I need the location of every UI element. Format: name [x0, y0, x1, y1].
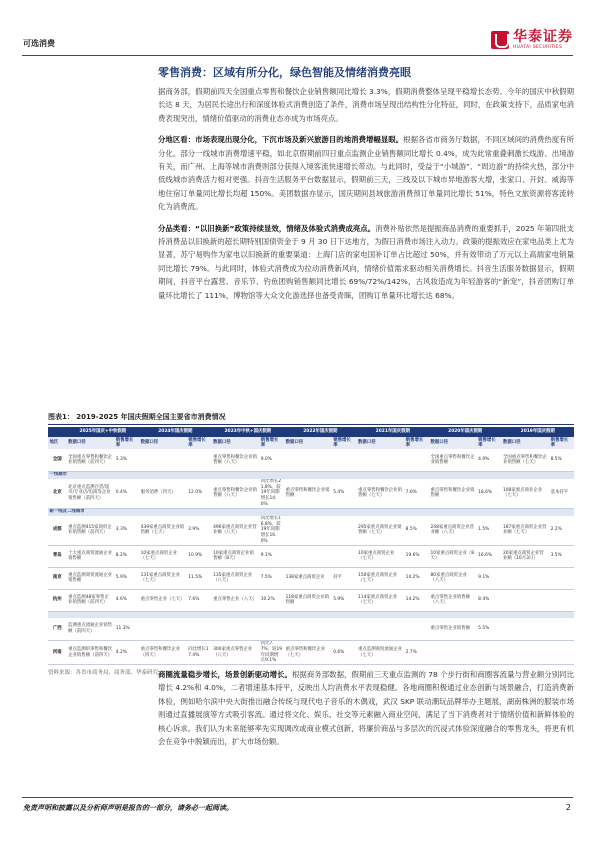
- paragraph-by-region: 分地区看：市场表现出现分化，下沉市场及新兴旅游目的地消费增幅显眼。根据各省市商务厅数据，不同区域间的消费热度有所分化。部分一线城市消费增速平稳，如北京假期前四日重点监测企业销售额同比增长 0.4%，成为此常重叠刺激长线游、出境游有关，而广州、上海等城市消费则部分获得入境客流快速增长带动。与此同时，受益于“小城游”、“周边游”的持续火热，部分中低线城市消费活力相对更强。抖音生活服务平台数据显示，假期前三天，三线及以下城市异地游客大增，张家口、开封、威海等地住宿订单量同比增长均超 150%。美团数据亦显示，国庆期间县域旅游消费预订单量同比增长 51%，特色文旅资源将客流转化为消费流。: [158, 135, 574, 212]
- page-number: 2: [565, 803, 571, 812]
- scope-cell: 248家重点商贸企业营业额（八天）: [429, 516, 477, 546]
- scope-cell: 重点零售和餐饮企业（四天）: [139, 640, 187, 665]
- scope-cell: 131家重点商贸企业（七天）: [139, 567, 187, 589]
- scope-cell: 重点监测48家零售企业销售额（前四天）: [67, 589, 115, 611]
- scope-cell: 10家重点商贸企业销售额（8天）: [212, 545, 260, 567]
- scope-header: 数据口径: [67, 437, 115, 449]
- table-row: [48, 516, 574, 546]
- growth-cell: [259, 618, 284, 640]
- growth-cell: 0.4%: [114, 479, 139, 509]
- growth-cell: 5.4%: [332, 479, 357, 509]
- scope-cell: 138家重点商贸企业: [284, 567, 332, 589]
- scope-cell: 重点零售企业（七天）: [139, 589, 187, 611]
- year-header: 2024年国庆假期: [139, 427, 211, 437]
- growth-cell: 0.6%: [332, 640, 357, 665]
- growth-cell: 8.4%: [477, 589, 502, 611]
- scope-cell: [139, 449, 187, 471]
- growth-cell: 2.2%: [549, 516, 574, 546]
- growth-cell: 4.6%: [114, 589, 139, 611]
- scope-cell: 重点零售和餐饮企业销售额（七天）: [357, 479, 405, 509]
- page-header: [0, 0, 595, 58]
- growth-cell: 8.2%: [114, 545, 139, 567]
- growth-cell: 16.6%: [477, 545, 502, 567]
- year-header: 2022年国庆假期: [284, 427, 356, 437]
- scope-header: 数据口径: [429, 437, 477, 449]
- section-tag: 可选消费: [23, 39, 55, 48]
- growth-cell: 7.5%: [259, 567, 284, 589]
- scope-cell: 服务消费（四天）: [139, 479, 187, 509]
- growth-cell: 11.5%: [187, 567, 212, 589]
- header-divider: [22, 55, 573, 56]
- table-row: [48, 449, 574, 471]
- scope-cell: 全国重点零售和餐饮企业销售额（七天）: [501, 449, 549, 471]
- growth-cell: [404, 449, 429, 471]
- growth-cell: 8.5%: [549, 449, 574, 471]
- scope-cell: 150家重点商贸企业（七天）: [357, 567, 405, 589]
- growth-cell: 19.6%: [404, 545, 429, 567]
- group-label: 一线城市: [48, 471, 574, 478]
- scope-cell: 监测重点流通企业销售额（前四天）: [67, 618, 115, 640]
- scope-header: 数据口径: [501, 437, 549, 449]
- scope-cell: 439家重点商贸企业销售额（七天）: [139, 516, 187, 546]
- growth-cell: 4.9%: [477, 449, 502, 471]
- scope-cell: 重点零售和餐饮企业销售额: [429, 479, 477, 509]
- growth-cell: [332, 449, 357, 471]
- growth-cell: [549, 640, 574, 665]
- growth-cell: 3.3%: [114, 516, 139, 546]
- growth-cell: 同比增长16.8%，较19年同期增长16.0%: [259, 516, 284, 546]
- logo-chinese-name: 华泰证券: [513, 29, 573, 45]
- growth-cell: 9.1%: [259, 545, 284, 567]
- growth-header: 销售增长率: [259, 437, 284, 449]
- scope-cell: 80家重点商贸企业（八天）: [429, 567, 477, 589]
- region-cell: 北京: [48, 479, 67, 509]
- scope-cell: [357, 618, 405, 640]
- growth-header: 销售增长率: [477, 437, 502, 449]
- growth-cell: 2.9%: [187, 516, 212, 546]
- growth-cell: 12.0%: [187, 479, 212, 509]
- scope-cell: 重点零售企业销售额（八天）: [429, 589, 477, 611]
- scope-cell: [501, 618, 549, 640]
- scope-cell: 496家重点商贸企业营业额（八天）: [212, 516, 260, 546]
- year-header: 2020年国庆假期: [429, 427, 501, 437]
- table-row: [48, 545, 574, 567]
- growth-cell: 8.5%: [404, 516, 429, 546]
- scope-header: 数据口径: [212, 437, 260, 449]
- growth-cell: 基本持平: [549, 479, 574, 509]
- scope-cell: 重点零售企业（八天）: [212, 589, 260, 611]
- scope-cell: 重点零售和餐饮企业销售额: [284, 479, 332, 509]
- growth-cell: 7.6%: [187, 589, 212, 611]
- growth-cell: 10.9%: [187, 545, 212, 567]
- figure-title: 图表1： 2019-2025 年国庆假期全国主要省市消费情况: [48, 412, 574, 425]
- scope-cell: 全国重点零售和餐饮企业销售额: [429, 449, 477, 471]
- growth-header: 销售增长率: [404, 437, 429, 449]
- growth-cell: 9.1%: [477, 567, 502, 589]
- scope-cell: 重点零售和餐饮企业（七天）: [284, 640, 332, 665]
- section-title: 零售消费：区域有所分化，绿色智能及情绪消费亮眼: [158, 66, 411, 79]
- scope-header: 数据口径: [284, 437, 332, 449]
- region-cell: 南京: [48, 567, 67, 589]
- scope-cell: 20家重点商贸企业营业额（10月3日）: [501, 545, 549, 567]
- growth-cell: 10.2%: [259, 589, 284, 611]
- growth-cell: 同比增长17.4%: [187, 640, 212, 665]
- scope-cell: [139, 618, 187, 640]
- growth-cell: 持平: [332, 567, 357, 589]
- scope-cell: [284, 449, 332, 471]
- growth-cell: [332, 545, 357, 567]
- scope-cell: 重点监测商贸流通企业（七天）: [357, 640, 405, 665]
- growth-cell: 3.3%: [114, 449, 139, 471]
- huatai-logo-icon: [491, 31, 509, 49]
- growth-cell: 14.2%: [404, 589, 429, 611]
- scope-cell: 重点监测415家商贸企业销售额（前四天）: [67, 516, 115, 546]
- scope-cell: [212, 618, 260, 640]
- growth-cell: [477, 640, 502, 665]
- growth-cell: 1.5%: [477, 516, 502, 546]
- table-group-band: [48, 508, 574, 515]
- scope-cell: 重点零售和餐饮企业销售额（八天）: [212, 449, 260, 471]
- scope-cell: 十大重点商贸流通企业销售额: [67, 545, 115, 567]
- growth-cell: 5.9%: [114, 567, 139, 589]
- scope-cell: 10家重点商贸企业（七天）: [357, 545, 405, 567]
- growth-cell: 2.7%: [404, 640, 429, 665]
- table-row: [48, 618, 574, 640]
- scope-cell: [284, 618, 332, 640]
- table-group-band: [48, 611, 574, 618]
- paragraph-shopping-districts: 商圈流量稳步增长，场景创新驱动增长。根据商务部数据，假期前三天重点监测的 78 个步行街和商圈客流量与营业额分别同比增长 4.2%和 4.0%，二者增速基本持平，反映出人均消费水平表现稳健。各地商圈积极通过业态创新与场景融合，打造消费新体验，例如哈尔滨中央大街推出融合传统与现代电子音乐的木偶戏，武汉 SKP 联动潮玩品牌举办主题展，湖南株洲的服装市场则通过直播展演等方式吸引客流。通过将文化、娱乐、社交等元素融入商业空间，满足了当下消费者对于情绪价值和新鲜体验的核心诉求。我们认为未来能够率先实现调改或商业模式创新，将廉价商品与多层次的沉浸式体验深度融合的零售龙头，将更有机会在竞争中脱颖而出，扩大市场份额。: [158, 670, 574, 747]
- growth-cell: 同比7.7%，较19年同期增长9.1%: [259, 640, 284, 665]
- paragraph-overview: 据商务部，假期前四天全国重点零售和餐饮企业销售额同比增长 3.3%，假期消费整体呈现平稳增长态势。今年的国庆中秋假期长达 8 天，为居民长途出行和深度体验式消费创造了条件，消费市场呈现出结构性分化特征，同时，在政策支持下，品质家电消费表现突出，情绪价值驱动的消费业态亦成为市场亮点。: [158, 87, 574, 123]
- group-label: 新一线及二线城市: [48, 508, 574, 515]
- growth-cell: [332, 516, 357, 546]
- paragraph-by-category: 分品类看：“以旧换新”政策持续显效，情绪及体验式消费成亮点。消费补贴依然是提振商品消费的重要抓手，2025 年第四批支持消费品以旧换新的超长期特别国债资金于 9 月 30 日下达地方，为假日消费市场注入动力。政策的提振效应在家电品类上尤为显著，苏宁易购作为家电以旧换新的重要渠道：上海门店的家电国补订单占比超过 50%，并有效带动了万元以上高端家电销量同比增长 79%。与此同时，体验式消费成为拉动消费新风向，情绪价值需求驱动相关消费增长。抖音生活服务数据显示，假期期间，抖音平台露营、音乐节、钓鱼团购销售额同比增长 69%/72%/142%，古风妆造成为年轻游客的“新宠”，抖音团购订单量环比增长了 111%，博物馆等大众文化游选择也备受青睐，团购订单量环比增长达 68%。: [158, 223, 574, 300]
- scope-cell: [501, 640, 549, 665]
- footer-divider: [22, 797, 573, 798]
- scope-cell: 114家重点商贸企业（七天）: [357, 589, 405, 611]
- scope-cell: 重点零售企业销售额: [429, 618, 477, 640]
- scope-cell: 108家重点商业企业（七天）: [501, 479, 549, 509]
- figure-source: 资料来源：各省市商务局、商务部、华泰研究: [48, 670, 159, 677]
- scope-cell: 10家重点商贸企业（8天）: [429, 545, 477, 567]
- scope-cell: 重点监测的零售和餐饮企业销售额（前四天）: [67, 640, 115, 665]
- growth-cell: [549, 589, 574, 611]
- region-cell: 河南: [48, 640, 67, 665]
- region-cell: 青岛: [48, 545, 67, 567]
- closing-content: [158, 668, 574, 756]
- growth-cell: [404, 618, 429, 640]
- growth-cell: 5.5%: [477, 618, 502, 640]
- growth-cell: 14.2%: [404, 567, 429, 589]
- growth-cell: 7.6%: [404, 479, 429, 509]
- scope-cell: [429, 640, 477, 665]
- growth-cell: 9.0%: [259, 449, 284, 471]
- table-row: [48, 479, 574, 509]
- growth-cell: 5.9%: [332, 589, 357, 611]
- scope-cell: [501, 567, 549, 589]
- scope-cell: 118家重点商贸企业销售额: [284, 589, 332, 611]
- region-cell: 广西: [48, 618, 67, 640]
- table-row: [48, 589, 574, 611]
- growth-cell: 18.6%: [477, 479, 502, 509]
- holiday-consumption-table: [48, 427, 574, 665]
- scope-cell: 295家重点商贸企业销售额（七天）: [357, 516, 405, 546]
- table-row: [48, 567, 574, 589]
- growth-cell: 4.2%: [114, 640, 139, 665]
- scope-cell: 全国重点零售和餐饮企业销售额（前四天）: [67, 449, 115, 471]
- scope-header: 数据口径: [357, 437, 405, 449]
- scope-cell: [357, 449, 405, 471]
- table-group-band: [48, 471, 574, 478]
- year-header: 2019年国庆假期: [501, 427, 574, 437]
- scope-cell: [501, 589, 549, 611]
- header-corner: [48, 427, 67, 437]
- scope-cell: 10家重点商贸企业（七天）: [139, 545, 187, 567]
- logo-english-name: HUATAI SECURITIES: [513, 45, 563, 50]
- figure-1: [48, 412, 574, 676]
- group-label: [48, 611, 574, 618]
- growth-cell: 3.5%: [549, 545, 574, 567]
- scope-cell: 187家重点商贸企业营业额（七天）: [501, 516, 549, 546]
- region-cell: 成都: [48, 516, 67, 546]
- table-row: [48, 640, 574, 665]
- region-header: 地区: [48, 437, 67, 449]
- growth-cell: [549, 567, 574, 589]
- growth-cell: [549, 618, 574, 640]
- region-cell: 杭州: [48, 589, 67, 611]
- growth-cell: [332, 618, 357, 640]
- main-content: [158, 65, 574, 310]
- scope-header: 数据口径: [139, 437, 187, 449]
- scope-cell: 重点监测商贸流通企业销售额: [67, 567, 115, 589]
- scope-cell: [284, 545, 332, 567]
- growth-cell: [187, 618, 212, 640]
- growth-header: 销售增长率: [549, 437, 574, 449]
- scope-cell: [284, 516, 332, 546]
- scope-cell: 300家重点零售企业（八天）: [212, 640, 260, 665]
- growth-header: 销售增长率: [114, 437, 139, 449]
- year-header: 2025年国庆+中秋假期: [67, 427, 139, 437]
- growth-cell: 同比增长21.8%，较19年同期增长14.0%: [259, 479, 284, 509]
- year-header: 2021年国庆假期: [357, 427, 429, 437]
- scope-cell: 北京重点监测百货/超市/专业店/电商等企业销售额（前四天）: [67, 479, 115, 509]
- growth-header: 销售增长率: [187, 437, 212, 449]
- company-logo: [491, 30, 573, 51]
- scope-cell: 135家重点商贸企业（八天）: [212, 567, 260, 589]
- year-header: 2023年中秋+国庆假期: [212, 427, 284, 437]
- growth-cell: [187, 449, 212, 471]
- region-cell: 全国: [48, 449, 67, 471]
- disclaimer-text: 免责声明和披露以及分析师声明是报告的一部分，请务必一起阅读。: [23, 804, 233, 812]
- scope-cell: 重点零售和餐饮企业销售额（八天）: [212, 479, 260, 509]
- growth-cell: 11.3%: [114, 618, 139, 640]
- growth-header: 销售增长率: [332, 437, 357, 449]
